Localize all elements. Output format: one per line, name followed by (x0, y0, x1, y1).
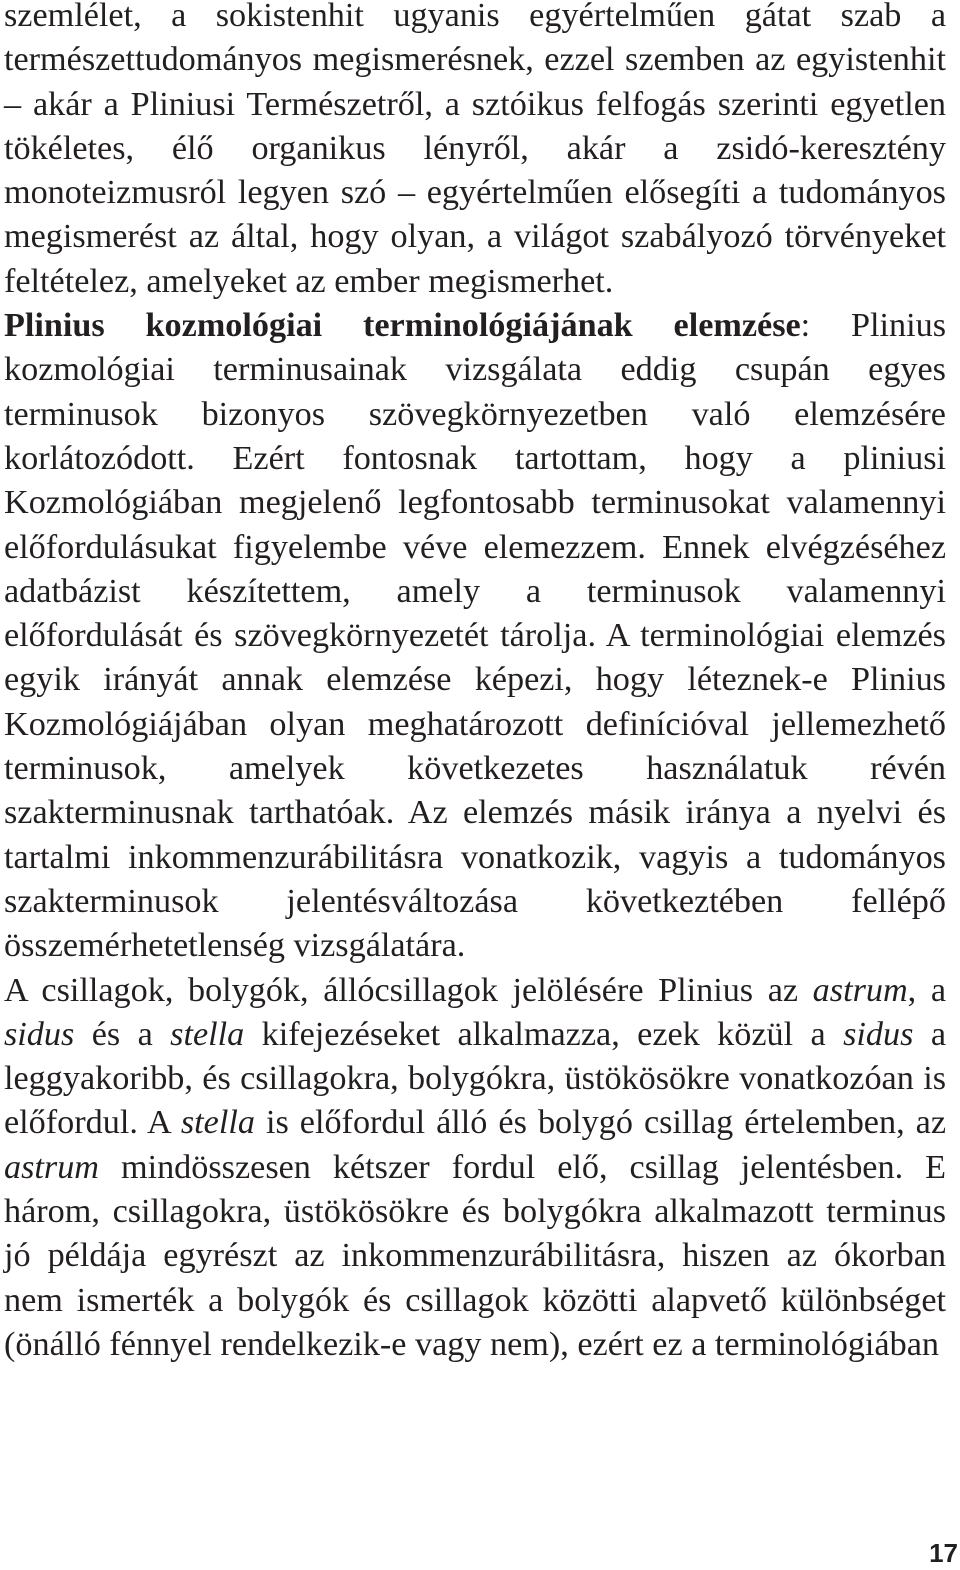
italic-text-run: stella (170, 1015, 245, 1053)
text-run: mindösszesen kétszer fordul elő, csillag jelentésben. E három, csillagokra, üstökösökre és bolygókra alkalmazott terminus jó példája egyrészt az inkommenzurábilitásra, hiszen az ókorban nem ismerték a bolygók és csillagok közötti alapvető különbséget (önálló fénnyel rendelkezik-e vagy nem), ezért ez a terminológiában (4, 1148, 946, 1363)
italic-text-run: sidus (843, 1015, 914, 1053)
text-run: kifejezéseket alkalmazza, ezek közül a (244, 1015, 844, 1053)
page-number: 17 (929, 1538, 958, 1568)
italic-text-run: stella (180, 1104, 255, 1142)
document-body (4, 0, 946, 1367)
text-run: , a (907, 971, 946, 1009)
paragraph-terminology-analysis (4, 304, 946, 968)
text-run: : Plinius kozmológiai terminusainak vizsgálata eddig csupán egyes terminusok bizonyos szövegkörnyezetben való elemzésére korlátozódott. Ezért fontosnak tartottam, hogy a pliniusi Kozmológiában megjelenő legfontosabb terminusokat valamennyi előfordulásukat figyelembe véve elemezzem. Ennek elvégzéséhez adatbázist készítettem, amely a terminusok valamennyi előfordulását és szövegkörnyezetét tárolja. A terminológiai elemzés egyik irányát annak elemzése képezi, hogy léteznek-e Plinius Kozmológiájában olyan meghatározott definícióval jellemezhető terminusok, amelyek következetes használatuk révén szakterminusnak tarthatóak. Az elemzés másik iránya a nyelvi és tartalmi inkommenzurábilitásra vonatkozik, vagyis a tudományos szakterminusok jelentésváltozása következtében fellépő összemérhetetlenség vizsgálatára. (4, 307, 946, 965)
paragraph-star-terms (4, 969, 946, 1368)
paragraph-worldview-conclusion (4, 0, 946, 304)
italic-text-run: sidus (4, 1015, 75, 1053)
text-run: is előfordul álló és bolygó csillag értelemben, az (254, 1104, 946, 1142)
italic-text-run: astrum (4, 1148, 99, 1186)
text-run: szemlélet, a sokistenhit ugyanis egyértelműen gátat szab a természettudományos megismerésnek, ezzel szemben az egyistenhit – akár a Pliniusi Természetről, a sztóikus felfogás szerinti egyetlen tökéletes, élő organikus lényről, akár a zsidó-keresztény monoteizmusról legyen szó – egyértelműen elősegíti a tudományos megismerést az által, hogy olyan, a világot szabályozó törvényeket feltételez, amelyeket az ember megismerhet. (4, 0, 946, 300)
italic-text-run: astrum (812, 971, 908, 1009)
bold-text-run: Plinius kozmológiai terminológiájának elemzése (4, 307, 801, 345)
text-run: és a (74, 1015, 171, 1053)
text-run: A csillagok, bolygók, állócsillagok jelölésére Plinius az (4, 971, 813, 1009)
text-run: a leggyakoribb, és csillagokra, bolygókra, üstökösökre vonatkozóan is előfordul. A (4, 1015, 947, 1142)
